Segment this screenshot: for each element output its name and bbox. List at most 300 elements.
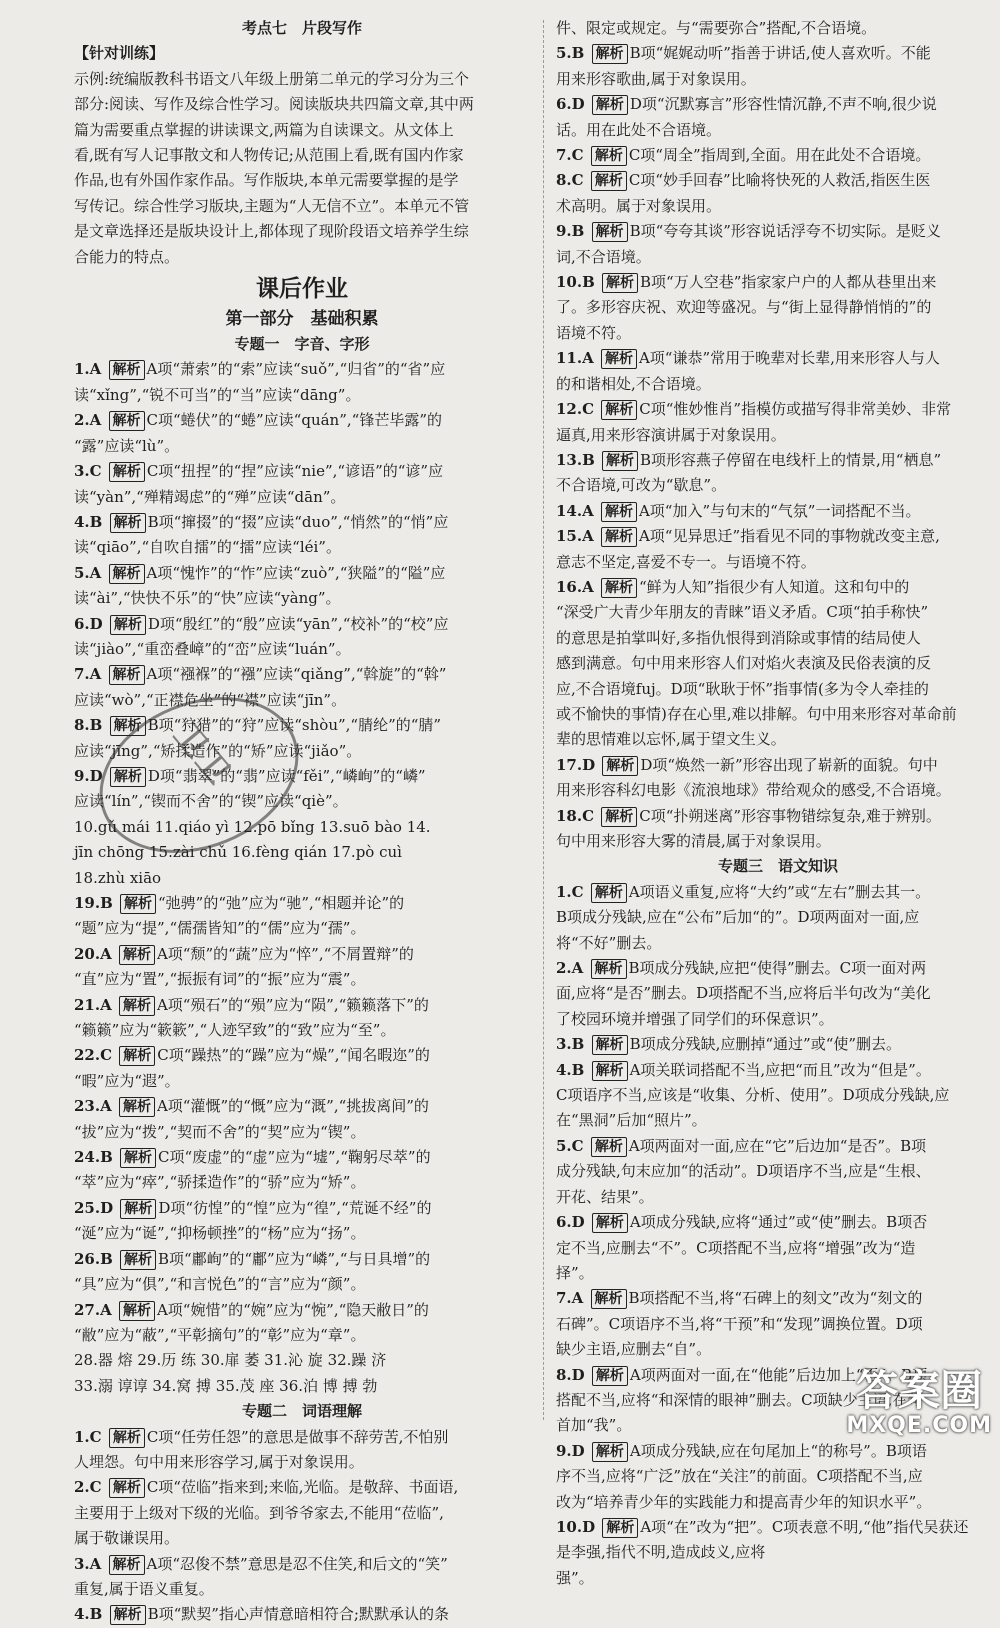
answer-text: “直”应为“置”,“振振有词”的“振”应为“震”。 <box>74 970 366 989</box>
answer-number: 4.B <box>74 1605 108 1624</box>
answer-line <box>556 143 1000 168</box>
answer-line <box>556 168 1000 193</box>
answer-number: 26.B <box>74 1249 118 1268</box>
answer-text: 的意思是拍掌叫好,多指仇恨得到消除或事情的结局使人 <box>556 628 921 647</box>
answer-number: 21.A <box>74 995 117 1014</box>
answer-line <box>74 459 530 484</box>
answer-number: 16.A <box>556 577 599 596</box>
part-title: 第一部分 基础积累 <box>225 309 379 330</box>
answer-number: 7.C <box>556 146 589 165</box>
answer-text: 读“qiāo”,“自吹自擂”的“擂”应读“léi”。 <box>74 538 341 557</box>
answer-number: 2.A <box>556 959 589 978</box>
answer-line <box>556 92 1000 117</box>
answer-line <box>74 1552 530 1577</box>
answer-text: A项“襁褓”的“襁”应读“qiǎng”,“斡旋”的“斡” <box>146 665 447 684</box>
answer-text: C项“莅临”指来到;来临,光临。是敬辞、书面语, <box>146 1478 459 1497</box>
answer-text: 了校园环境并增强了同学们的环保意识”。 <box>556 1009 834 1028</box>
answer-text: 应读“jīng”,“矫揉造作”的“矫”应读“jiǎo”。 <box>74 741 362 760</box>
analysis-tag: 解析 <box>591 1289 627 1309</box>
answer-text: A项“见异思迁”指看见不同的事物就改变主意, <box>638 527 940 546</box>
answer-text: 应读“wò”,“正襟危坐”的“襟”应读“jīn”。 <box>74 690 347 709</box>
answer-line <box>556 423 1000 448</box>
answer-text: 首加“我”。 <box>556 1416 632 1435</box>
answer-line <box>556 829 1000 854</box>
answer-text: 辈的思情难以忘怀,属于望文生义。 <box>556 730 786 749</box>
answer-text: “敝”应为“蔽”,“平彰摘句”的“彰”应为“章”。 <box>74 1325 366 1344</box>
topic2-answers <box>74 1425 530 1628</box>
example-line: 篇为需要重点掌握的讲读课文,两篇为自读课文。从文体上 <box>74 120 454 139</box>
answer-line <box>74 1145 530 1170</box>
answer-text: 序不当,应将“广泛”放在“关注”的前面。C项搭配不当,应 <box>556 1467 923 1486</box>
answer-number: 13.B <box>556 450 600 469</box>
answer-text: 意志不坚定,喜爱不专一。与语境不符。 <box>556 552 816 571</box>
answer-text: D项“殷红”的“殷”应读“yān”,“校补”的“校”应 <box>147 614 449 633</box>
analysis-tag: 解析 <box>109 1428 145 1448</box>
answer-text: 是李强,指代不明,造成歧义,应将 <box>556 1543 766 1562</box>
topic3-title: 专题三 语文知识 <box>717 857 838 876</box>
answer-line <box>74 1577 530 1602</box>
answer-text: B项“狩猎”的“狩”应读“shòu”,“腈纶”的“腈” <box>147 716 442 735</box>
answer-text: 重复,属于语义重复。 <box>74 1579 214 1598</box>
answer-number: 15.A <box>556 527 599 546</box>
answer-line <box>556 1210 1000 1235</box>
analysis-tag: 解析 <box>110 513 146 533</box>
answer-text: D项“焕然一新”形容出现了崭新的面貌。句中 <box>640 755 938 774</box>
answer-text: 人埋怨。句中用来形容学习,属于对象误用。 <box>74 1452 364 1471</box>
analysis-tag: 解析 <box>601 349 637 369</box>
answer-text: C项“废虚”的“虚”应为“墟”,“鞠躬尽萃”的 <box>158 1148 431 1167</box>
answer-number: 22.C <box>74 1046 118 1065</box>
answer-text: 读“ài”,“快快不乐”的“快”应读“yàng”。 <box>74 589 341 608</box>
analysis-tag: 解析 <box>602 273 638 293</box>
analysis-tag: 解析 <box>601 527 637 547</box>
answer-text: B项“万人空巷”指家家户户的人都从巷里出来 <box>640 273 937 292</box>
answer-line <box>74 357 530 382</box>
answer-line <box>556 219 1000 244</box>
answer-line <box>74 383 530 408</box>
answer-line <box>556 1032 1000 1057</box>
answer-number: 8.C <box>556 171 589 190</box>
answer-line <box>556 524 1000 549</box>
analysis-tag: 解析 <box>119 996 155 1016</box>
answer-text: “鲜为人知”指很少有人知道。这和句中的 <box>638 577 910 596</box>
analysis-tag: 解析 <box>120 1148 156 1168</box>
answer-text: 语境不符。 <box>556 323 632 342</box>
analysis-tag: 解析 <box>109 564 145 584</box>
answer-line <box>74 1120 530 1145</box>
answer-line <box>556 702 1000 727</box>
answer-text: “涎”应为“诞”,“抑杨顿挫”的“杨”应为“扬”。 <box>74 1224 366 1243</box>
answer-line <box>74 1272 530 1297</box>
answer-number: 6.D <box>74 614 108 633</box>
answer-text: B项搭配不当,将“石碑上的刻文”改为“刻文的 <box>628 1289 923 1308</box>
answer-number: 10.D <box>556 1517 601 1536</box>
answer-text: A项“在”改为“把”。C项表意不明,“他”指代吴获还 <box>640 1517 969 1536</box>
answer-text: 10.gǔ mái 11.qiáo yì 12.pō bǐng 13.suō bào 14. <box>74 817 431 836</box>
answer-text: B项“撺掇”的“掇”应读“duo”,“悄然”的“悄”应 <box>147 512 449 531</box>
answer-line <box>74 510 530 535</box>
answer-line <box>556 677 1000 702</box>
answer-text: 择”。 <box>556 1263 594 1282</box>
answer-line <box>556 778 1000 803</box>
answer-text: C项“躁热”的“躁”应为“燥”,“闻名暇迩”的 <box>157 1046 430 1065</box>
analysis-tag: 解析 <box>591 1137 627 1157</box>
answer-text: 应读“lín”,“锲而不舍”的“锲”应读“qiè”。 <box>74 792 348 811</box>
answer-line <box>74 1501 530 1526</box>
topic2-answers-continued <box>556 16 1000 854</box>
answer-text: A项成分残缺,应在句尾加上“的称号”。B项语 <box>629 1441 927 1460</box>
answer-text: 应,不合语境fuj。D项“耿耿于怀”指事情(多为令人牵挂的 <box>556 679 929 698</box>
answer-text: 读“xǐng”,“锐不可当”的“当”应读“dāng”。 <box>74 385 361 404</box>
analysis-tag: 解析 <box>120 1250 156 1270</box>
analysis-tag: 解析 <box>109 462 145 482</box>
answer-line <box>74 612 530 637</box>
answer-text: 的和谐相处,不合语境。 <box>556 374 711 393</box>
answer-text: 读“jiào”,“重峦叠嶂”的“峦”应读“luán”。 <box>74 639 351 658</box>
answer-number: 8.D <box>556 1365 590 1384</box>
analysis-tag: 解析 <box>602 1518 638 1538</box>
answer-number: 7.A <box>556 1289 589 1308</box>
answer-line <box>556 804 1000 829</box>
answer-text: B项成分残缺,应把“使得”删去。C项一面对两 <box>628 959 927 978</box>
answer-line <box>556 931 1000 956</box>
answer-number: 9.B <box>556 222 590 241</box>
answer-text: A项“灌慨”的“慨”应为“溉”,“挑拔离间”的 <box>156 1097 429 1116</box>
analysis-tag: 解析 <box>110 716 146 736</box>
example-line: 部分:阅读、写作及综合性学习。阅读版块共四篇文章,其中两 <box>74 95 474 114</box>
answer-line <box>556 956 1000 981</box>
answer-line <box>556 194 1000 219</box>
analysis-tag: 解析 <box>592 1061 628 1081</box>
answer-text: “深受广大青少年朋友的青睐”语义矛盾。C项“拍手称快” <box>556 603 929 622</box>
answer-text: C项“惟妙惟肖”指模仿或描写得非常美妙、非常 <box>639 400 952 419</box>
answer-text: B项成分残缺,应删掉“通过”或“使”删去。 <box>629 1035 902 1054</box>
right-column <box>556 16 1000 1587</box>
answer-line <box>74 586 530 611</box>
answer-line <box>556 1566 1000 1591</box>
answer-number: 14.A <box>556 501 599 520</box>
answer-text: 在“黑洞”后加“照片”。 <box>556 1111 707 1130</box>
answer-number: 6.D <box>556 1213 590 1232</box>
answer-number: 19.B <box>74 894 118 912</box>
answer-text: 搭配不当,应将“和深情的眼神”删去。C项缺少主语,在句 <box>556 1390 923 1409</box>
site-watermark <box>846 1366 992 1438</box>
analysis-tag: 解析 <box>591 171 627 191</box>
answer-number: 6.D <box>556 95 590 114</box>
answer-line <box>74 967 530 992</box>
answer-line <box>74 434 530 459</box>
answer-text: A项“萧索”的“索”应读“suǒ”,“归省”的“省”应 <box>146 360 446 379</box>
analysis-tag: 解析 <box>119 945 155 965</box>
answer-text: 用来形容歌曲,属于对象误用。 <box>556 69 756 88</box>
analysis-tag: 解析 <box>109 1478 145 1498</box>
answer-text: “具”应为“俱”,“和言悦色”的“言”应为“颜”。 <box>74 1275 366 1294</box>
analysis-tag: 解析 <box>601 807 637 827</box>
topic3-answers <box>556 880 1000 1591</box>
answer-line <box>556 1108 1000 1133</box>
answer-line <box>556 727 1000 752</box>
analysis-tag: 解析 <box>592 44 628 64</box>
analysis-tag: 解析 <box>119 1046 155 1066</box>
answer-line <box>74 942 530 967</box>
answer-text: B项“娓娓动听”指善于讲话,使人喜欢听。不能 <box>629 44 931 63</box>
answer-text: 开花、结果”。 <box>556 1187 654 1206</box>
answer-number: 5.C <box>556 1136 589 1155</box>
answer-text: “暇”应为“遐”。 <box>74 1071 180 1090</box>
analysis-tag: 解析 <box>120 1199 156 1219</box>
answer-line <box>74 637 530 662</box>
example-line: 示例:统编版教科书语文八年级上册第二单元的学习分为三个 <box>74 69 470 88</box>
training-label: 【针对训练】 <box>74 44 165 63</box>
answer-text: 属于敬谦误用。 <box>74 1529 180 1548</box>
example-paragraph <box>74 67 530 270</box>
answer-text: 改为“培养青少年的实践能力和提高青少年的知识水平”。 <box>556 1492 932 1511</box>
answer-text: 不合语境,可改为“歇息”。 <box>556 476 727 495</box>
answer-line <box>74 1247 530 1272</box>
answer-line <box>556 981 1000 1006</box>
analysis-tag: 解析 <box>602 451 638 471</box>
answer-text: C项语序不当,应该是“收集、分析、使用”。D项成分残缺,应 <box>556 1086 950 1105</box>
answer-number: 3.C <box>74 462 107 481</box>
example-line: 看,既有写人记事散文和人物传记;从范围上看,既有国内作家 <box>74 146 464 165</box>
analysis-tag: 解析 <box>591 883 627 903</box>
answer-line <box>74 1425 530 1450</box>
answer-line <box>74 1018 530 1043</box>
answer-number: 7.A <box>74 665 107 684</box>
answer-line <box>74 535 530 560</box>
topic1-answers <box>74 357 530 1399</box>
answer-line <box>556 1134 1000 1159</box>
answer-line <box>74 1475 530 1500</box>
answer-line <box>74 1348 530 1373</box>
answer-text: B项成分残缺,应在“公布”后加“的”。D项两面对一面,应 <box>556 908 920 927</box>
answer-text: jīn chōng 15.zài chǔ 16.fèng qián 17.pò cuì <box>74 843 402 862</box>
answer-line <box>74 1069 530 1094</box>
analysis-tag: 解析 <box>601 502 637 522</box>
answer-text: “露”应读“lù”。 <box>74 436 180 455</box>
answer-text: 了。多形容庆祝、欢迎等盛况。与“街上显得静悄悄的”的 <box>556 298 932 317</box>
answer-line <box>556 346 1000 371</box>
answer-text: 话。用在此处不合语境。 <box>556 120 722 139</box>
answer-line <box>556 372 1000 397</box>
answer-text: D项“翡翠”的“翡”应读“fěi”,“嶙峋”的“嶙” <box>147 766 426 785</box>
analysis-tag: 解析 <box>109 411 145 431</box>
answer-line <box>556 270 1000 295</box>
analysis-tag: 解析 <box>592 95 628 115</box>
answer-text: C项“扑朔迷离”形容事物错综复杂,难于辨别。 <box>639 806 941 825</box>
answer-line <box>556 16 1000 41</box>
answer-line <box>74 1526 530 1551</box>
column-divider <box>543 20 544 1420</box>
answer-text: 强”。 <box>556 1568 594 1587</box>
answer-text: A项“忍俊不禁”意思是忍不住笑,和后文的“笑” <box>146 1554 448 1573</box>
answer-line <box>556 1286 1000 1311</box>
answer-text: 28.器 熔 29.历 练 30.扉 萎 31.沁 旋 32.躁 济 <box>74 1351 387 1370</box>
answer-number: 24.B <box>74 1148 118 1167</box>
answer-line <box>556 1337 1000 1362</box>
answer-number: 2.C <box>74 1478 107 1497</box>
answer-line <box>556 880 1000 905</box>
answer-number: 9.D <box>556 1441 590 1460</box>
analysis-tag: 解析 <box>110 1605 146 1625</box>
answer-text: A项关联词搭配不当,应把“而且”改为“但是”。 <box>629 1060 931 1079</box>
answer-line <box>556 1058 1000 1083</box>
answer-number: 11.A <box>556 349 599 368</box>
answer-text: “弛骋”的“弛”应为“驰”,“相题并论”的 <box>158 894 405 912</box>
answer-line <box>74 1196 530 1221</box>
answer-text: 词,不合语境。 <box>556 247 651 266</box>
answer-text: 18.zhù xiāo <box>74 868 162 887</box>
analysis-tag: 解析 <box>592 1035 628 1055</box>
answer-line <box>556 1312 1000 1337</box>
example-line: 是文章选择还是版块设计上,都体现了现阶段语文培养学生综 <box>74 222 469 241</box>
answer-text: 读“yàn”,“殚精竭虑”的“殚”应读“dān”。 <box>74 487 346 506</box>
answer-line <box>556 473 1000 498</box>
answer-number: 5.B <box>556 44 590 63</box>
topic1-title: 专题一 字音、字形 <box>234 335 370 354</box>
answer-line <box>556 41 1000 66</box>
analysis-tag: 解析 <box>592 1442 628 1462</box>
answer-line <box>556 600 1000 625</box>
answer-line <box>74 561 530 586</box>
answer-text: 用来形容科幻电影《流浪地球》带给观众的感受,不合语境。 <box>556 781 951 800</box>
answer-text: “拔”应为“拨”,“契而不舍”的“契”应为“锲”。 <box>74 1122 366 1141</box>
watermark-logo-text: 答案圈 <box>856 1366 983 1415</box>
answer-line <box>556 575 1000 600</box>
analysis-tag: 解析 <box>592 1213 628 1233</box>
answer-line <box>74 688 530 713</box>
answer-text: 主要用于上级对下级的光临。到爷爷家去,不能用“莅临”, <box>74 1503 444 1522</box>
answer-text: D项“沉默寡言”形容性情沉静,不声不响,很少说 <box>629 95 937 114</box>
answer-line <box>74 916 530 941</box>
answer-text: D项“彷惶”的“惶”应为“徨”,“荒诞不经”的 <box>158 1198 432 1217</box>
answer-text: 33.溺 谆谆 34.窝 搏 35.茂 座 36.泊 博 搏 勃 <box>74 1376 378 1395</box>
analysis-tag: 解析 <box>602 756 638 776</box>
answer-number: 25.D <box>74 1198 119 1217</box>
answer-text: A项两面对一面,在“他能”后边加上“否”。B项 <box>629 1365 928 1384</box>
answer-text: A项成分残缺,应将“通过”或“使”删去。B项否 <box>629 1213 928 1232</box>
answer-line <box>556 1185 1000 1210</box>
answer-line <box>74 866 530 891</box>
answer-line <box>556 1159 1000 1184</box>
answer-text: 将“不好”删去。 <box>556 933 662 952</box>
answer-text: A项“殒石”的“殒”应为“陨”,“籁籁落下”的 <box>156 995 429 1014</box>
answer-line <box>74 891 530 916</box>
kaodian-title: 考点七 片段写作 <box>241 19 362 37</box>
answer-text: 石碑”。C项语序不当,将“干预”和“发现”调换位置。D项 <box>556 1314 923 1333</box>
answer-line <box>556 1083 1000 1108</box>
answer-line <box>556 626 1000 651</box>
answer-number: 5.A <box>74 563 107 582</box>
stamp-text: 卫卫 <box>166 716 239 793</box>
answer-text: 感到满意。句中用来形容人们对焰火表演及民俗表演的反 <box>556 654 932 673</box>
answer-text: B项“夸夸其谈”形容说话浮夸不切实际。是贬义 <box>629 222 941 241</box>
answer-number: 3.B <box>556 1035 590 1054</box>
answer-text: C项“蜷伏”的“蜷”应读“quán”,“锋芒毕露”的 <box>146 411 442 430</box>
answer-text: A项语义重复,应将“大约”或“左右”删去其一。 <box>628 882 931 901</box>
answer-number: 4.B <box>74 512 108 531</box>
answer-line <box>74 1221 530 1246</box>
answer-text: 缺少主语,应删去“自”。 <box>556 1340 712 1359</box>
analysis-tag: 解析 <box>110 615 146 635</box>
analysis-tag: 解析 <box>591 959 627 979</box>
answer-line <box>556 397 1000 422</box>
answer-text: B项形容燕子停留在电线杆上的情景,用“栖息” <box>640 450 942 469</box>
answer-line <box>556 1439 1000 1464</box>
answer-line <box>556 67 1000 92</box>
answer-line <box>556 245 1000 270</box>
answer-number: 9.D <box>74 766 108 785</box>
answer-text: 面,应将“是否”删去。D项搭配不当,应将后半句改为“美化 <box>556 984 931 1003</box>
answer-line <box>556 1515 1000 1540</box>
answer-number: 1.C <box>556 882 589 901</box>
answer-text: 件、限定或规定。与“需要弥合”搭配,不合语境。 <box>556 19 877 37</box>
answer-line <box>556 1236 1000 1261</box>
answer-line <box>556 1261 1000 1286</box>
answer-line <box>74 1450 530 1475</box>
analysis-tag: 解析 <box>119 1097 155 1117</box>
answer-line <box>74 1094 530 1119</box>
answer-line <box>74 1602 530 1627</box>
analysis-tag: 解析 <box>601 578 637 598</box>
answer-line <box>556 550 1000 575</box>
answer-line <box>556 321 1000 346</box>
answer-text: A项“谦恭”常用于晚辈对长辈,用来形容人与人 <box>638 349 940 368</box>
answer-line <box>556 1540 1000 1565</box>
answer-line <box>556 753 1000 778</box>
example-line: 作品,也有外国作家作品。写作版块,本单元需要掌握的是学 <box>74 171 459 190</box>
answer-line <box>74 1170 530 1195</box>
answer-number: 17.D <box>556 755 601 774</box>
answer-text: C项“扭捏”的“捏”应读“nie”,“谚语”的“谚”应 <box>146 462 444 481</box>
answer-number: 10.B <box>556 273 600 292</box>
answer-text: C项“周全”指周到,全面。用在此处不合语境。 <box>628 146 931 165</box>
answer-line <box>556 295 1000 320</box>
answer-number: 23.A <box>74 1097 117 1116</box>
watermark-url: MXQE.COM <box>846 1413 992 1438</box>
answer-line <box>74 1043 530 1068</box>
answer-line <box>74 662 530 687</box>
answer-line <box>556 1490 1000 1515</box>
answer-number: 8.B <box>74 716 108 735</box>
analysis-tag: 解析 <box>109 665 145 685</box>
analysis-tag: 解析 <box>591 146 627 166</box>
answer-line <box>556 1464 1000 1489</box>
answer-text: A项“加入”与句末的“气氛”一词搭配不当。 <box>638 501 921 520</box>
analysis-tag: 解析 <box>109 360 145 380</box>
homework-title: 课后作业 <box>256 275 348 303</box>
answer-line <box>556 651 1000 676</box>
answer-line <box>74 1323 530 1348</box>
analysis-tag: 解析 <box>601 400 637 420</box>
answer-number: 2.A <box>74 411 107 430</box>
answer-text: A项“愧怍”的“怍”应读“zuò”,“狭隘”的“隘”应 <box>146 563 446 582</box>
answer-line <box>74 485 530 510</box>
answer-line <box>556 1007 1000 1032</box>
answer-text: “萃”应为“瘁”,“骄揉造作”的“骄”应为“矫”。 <box>74 1173 366 1192</box>
analysis-tag: 解析 <box>120 894 156 914</box>
answer-text: 术高明。属于对象误用。 <box>556 196 722 215</box>
answer-number: 1.C <box>74 1427 107 1446</box>
analysis-tag: 解析 <box>110 767 146 787</box>
answer-text: C项“妙手回春”比喻将快死的人救活,指医生医 <box>628 171 931 190</box>
answer-line <box>74 993 530 1018</box>
answer-text: A项“婉惜”的“婉”应为“惋”,“隐天敝日”的 <box>156 1300 429 1319</box>
answer-line <box>556 118 1000 143</box>
answer-line <box>74 1374 530 1399</box>
example-line: 写传记。综合性学习版块,主题为“人无信不立”。本单元不管 <box>74 196 470 215</box>
answer-text: C项“任劳任怨”的意思是做事不辞劳苦,不怕别 <box>146 1427 449 1446</box>
